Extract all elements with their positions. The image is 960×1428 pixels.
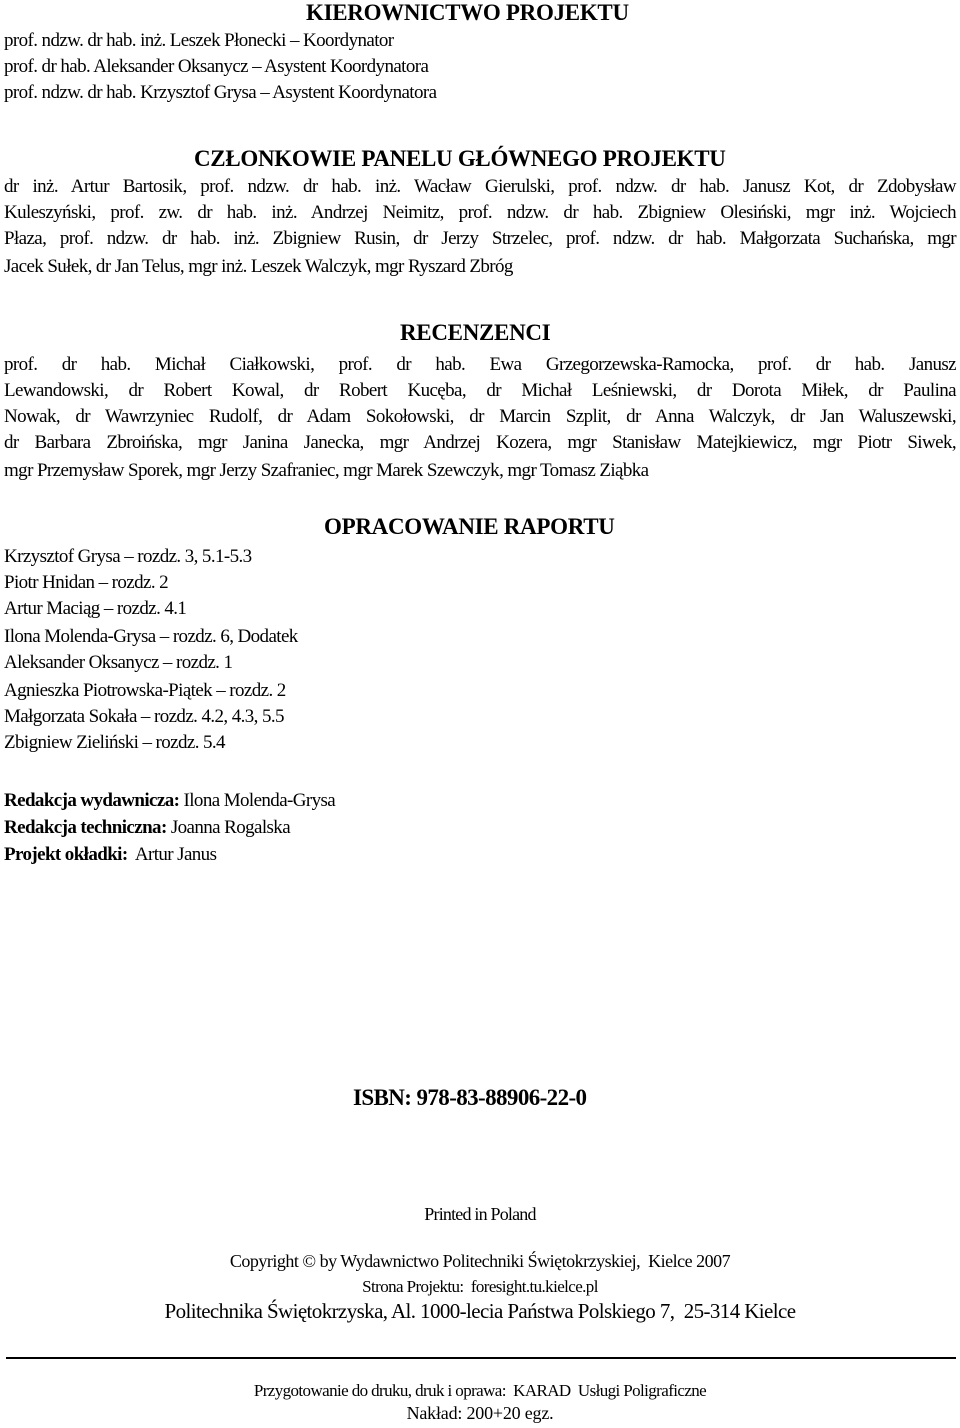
address: Politechnika Świętokrzyska, Al. 1000-lecia Państwa Polskiego 7, 25-314 Kielce: [164, 1299, 796, 1323]
panel-line: Płaza, prof. ndzw. dr hab. inż. Zbigniew Rusin, dr Jerzy Strzelec, prof. ndzw. dr hab. Małgorzata Suchańska, mgr: [4, 228, 956, 249]
kierownictwo-line: prof. dr hab. Aleksander Oksanycz – Asystent Koordynatora: [4, 56, 429, 77]
naklad: Nakład: 200+20 egz.: [406, 1403, 554, 1423]
kierownictwo-line: prof. ndzw. dr hab. Krzysztof Grysa – Asystent Koordynatora: [4, 82, 437, 103]
heading-panel: CZŁONKOWIE PANELU GŁÓWNEGO PROJEKTU: [194, 146, 726, 171]
printed-in: Printed in Poland: [424, 1204, 536, 1224]
opracowanie-line: Zbigniew Zieliński – rozdz. 5.4: [4, 732, 225, 753]
opracowanie-line: Piotr Hnidan – rozdz. 2: [4, 572, 169, 593]
heading-kierownictwo: KIEROWNICTWO PROJEKTU: [306, 0, 629, 25]
strona-projektu: Strona Projektu: foresight.tu.kielce.pl: [362, 1277, 598, 1296]
heading-opracowanie: OPRACOWANIE RAPORTU: [324, 514, 615, 539]
recenzenci-line: Nowak, dr Wawrzyniec Rudolf, dr Adam Sokołowski, dr Marcin Szplit, dr Anna Walczyk, dr Jan Waluszewski,: [4, 406, 956, 427]
projekt-okladki: [4, 842, 216, 868]
recenzenci-line: dr Barbara Zbroińska, mgr Janina Janecka, mgr Andrzej Kozera, mgr Stanisław Matejkiewicz, mgr Piotr Siwek,: [4, 432, 956, 453]
redakcja-value: Ilona Molenda-Grysa: [179, 790, 336, 811]
isbn: ISBN: 978-83-88906-22-0: [353, 1085, 587, 1110]
opracowanie-line: Małgorzata Sokała – rozdz. 4.2, 4.3, 5.5: [4, 706, 284, 727]
panel-line: Jacek Sułek, dr Jan Telus, mgr inż. Leszek Walczyk, mgr Ryszard Zbróg: [4, 256, 513, 277]
opracowanie-line: Agnieszka Piotrowska-Piątek – rozdz. 2: [4, 680, 286, 701]
kierownictwo-line: prof. ndzw. dr hab. inż. Leszek Płonecki – Koordynator: [4, 30, 394, 51]
panel-line: Kuleszyński, prof. zw. dr hab. inż. Andrzej Neimitz, prof. ndzw. dr hab. Zbigniew Olesiński, mgr inż. Wojciech: [4, 202, 956, 223]
redakcja-label: Redakcja techniczna:: [4, 817, 167, 838]
heading-recenzenci: RECENZENCI: [400, 320, 551, 345]
opracowanie-line: Aleksander Oksanycz – rozdz. 1: [4, 652, 233, 673]
panel-line: dr inż. Artur Bartosik, prof. ndzw. dr hab. inż. Wacław Gierulski, prof. ndzw. dr hab. Janusz Kot, dr Zdobysław: [4, 176, 956, 197]
opracowanie-line: Krzysztof Grysa – rozdz. 3, 5.1-5.3: [4, 546, 252, 567]
redakcja-techniczna: [4, 815, 290, 841]
redakcja-value: Artur Janus: [127, 844, 217, 865]
recenzenci-line: prof. dr hab. Michał Ciałkowski, prof. dr hab. Ewa Grzegorzewska-Ramocka, prof. dr hab. Janusz: [4, 354, 956, 375]
przygotowanie: Przygotowanie do druku, druk i oprawa: KARAD Usługi Poligraficzne: [253, 1381, 707, 1400]
opracowanie-line: Artur Maciąg – rozdz. 4.1: [4, 598, 187, 619]
footer-divider: [6, 1357, 956, 1359]
redakcja-label: Projekt okładki:: [4, 844, 128, 865]
copyright: Copyright © by Wydawnictwo Politechniki Świętokrzyskiej, Kielce 2007: [229, 1251, 731, 1271]
redakcja-wydawnicza: [4, 788, 335, 814]
redakcja-value: Joanna Rogalska: [166, 817, 291, 838]
redakcja-label: Redakcja wydawnicza:: [4, 790, 180, 811]
recenzenci-line: Lewandowski, dr Robert Kowal, dr Robert Kucęba, dr Michał Leśniewski, dr Dorota Miłek, dr Paulina: [4, 380, 956, 401]
opracowanie-line: Ilona Molenda-Grysa – rozdz. 6, Dodatek: [4, 626, 298, 647]
recenzenci-line: mgr Przemysław Sporek, mgr Jerzy Szafraniec, mgr Marek Szewczyk, mgr Tomasz Ziąbka: [4, 460, 649, 481]
